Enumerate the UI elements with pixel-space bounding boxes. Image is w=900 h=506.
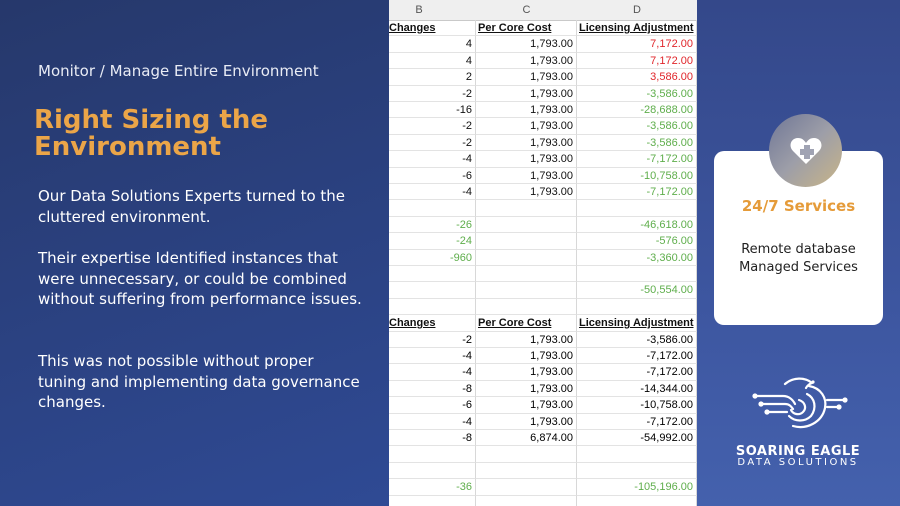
cell-licensing-adjustment — [577, 266, 697, 282]
cell-licensing-adjustment: -7,172.00 — [577, 364, 697, 380]
cell-licensing-adjustment: -7,172.00 — [577, 184, 697, 200]
cell-changes — [389, 446, 476, 462]
cell-licensing-adjustment — [577, 496, 697, 506]
cell-licensing-adjustment: -7,172.00 — [577, 348, 697, 364]
cell-per-core-cost — [476, 250, 577, 266]
cell-changes: -16 — [389, 102, 476, 118]
cell-licensing-adjustment: -50,554.00 — [577, 282, 697, 298]
cell-per-core-cost — [476, 299, 577, 315]
table-row — [389, 397, 697, 413]
brand-name: SOARING EAGLE — [735, 444, 861, 459]
table-row — [389, 168, 697, 184]
table-row — [389, 36, 697, 52]
empty-row — [389, 299, 697, 315]
cell-licensing-adjustment — [577, 446, 697, 462]
cell-licensing-adjustment: -46,618.00 — [577, 217, 697, 233]
cell-changes — [389, 266, 476, 282]
cell-changes — [389, 496, 476, 506]
column-letter-d: D — [633, 4, 641, 16]
cell-changes: -26 — [389, 217, 476, 233]
cell-changes: -6 — [389, 168, 476, 184]
empty-row — [389, 496, 697, 506]
cell-per-core-cost — [476, 496, 577, 506]
cell-licensing-adjustment — [577, 200, 697, 216]
cell-changes: -960 — [389, 250, 476, 266]
table-row — [389, 414, 697, 430]
table-row — [389, 430, 697, 446]
total-row — [389, 282, 697, 298]
cell-per-core-cost — [476, 266, 577, 282]
cell-changes: 4 — [389, 36, 476, 52]
table-row — [389, 69, 697, 85]
cell-changes: -8 — [389, 381, 476, 397]
table-row — [389, 53, 697, 69]
cell-licensing-adjustment — [577, 299, 697, 315]
cell-per-core-cost: 1,793.00 — [476, 397, 577, 413]
cell-changes: -2 — [389, 118, 476, 134]
table-header-row — [389, 315, 697, 331]
table-row — [389, 332, 697, 348]
table-row — [389, 135, 697, 151]
cell-licensing-adjustment: Licensing Adjustment — [577, 315, 697, 331]
cell-changes: 4 — [389, 53, 476, 69]
cell-changes — [389, 200, 476, 216]
cell-changes: -4 — [389, 184, 476, 200]
table-row — [389, 86, 697, 102]
cell-changes: -36 — [389, 479, 476, 495]
cell-per-core-cost: 1,793.00 — [476, 102, 577, 118]
cell-changes: -4 — [389, 414, 476, 430]
cell-changes — [389, 463, 476, 479]
cell-changes: -2 — [389, 135, 476, 151]
cell-per-core-cost: 1,793.00 — [476, 332, 577, 348]
table-row — [389, 348, 697, 364]
cell-changes: -2 — [389, 332, 476, 348]
cell-per-core-cost — [476, 463, 577, 479]
card-title: 24/7 Services — [741, 197, 856, 215]
column-header-bar — [389, 0, 697, 21]
slide-heading: Right Sizing the Environment — [34, 105, 268, 162]
column-letter-b: B — [415, 4, 423, 16]
subtotal-row — [389, 233, 697, 249]
table-row — [389, 102, 697, 118]
cell-per-core-cost: 1,793.00 — [476, 53, 577, 69]
cell-per-core-cost — [476, 233, 577, 249]
cell-per-core-cost: 1,793.00 — [476, 414, 577, 430]
table-row — [389, 381, 697, 397]
cell-changes: Changes — [389, 20, 476, 36]
cell-per-core-cost — [476, 282, 577, 298]
table-header-row — [389, 20, 697, 36]
cell-changes: Changes — [389, 315, 476, 331]
cell-licensing-adjustment: 7,172.00 — [577, 36, 697, 52]
cell-per-core-cost — [476, 446, 577, 462]
cell-licensing-adjustment: -7,172.00 — [577, 151, 697, 167]
cell-licensing-adjustment: -10,758.00 — [577, 168, 697, 184]
empty-row — [389, 463, 697, 479]
cell-per-core-cost: 1,793.00 — [476, 184, 577, 200]
slide-subtitle: Monitor / Manage Entire Environment — [38, 62, 319, 80]
cell-per-core-cost: 1,793.00 — [476, 69, 577, 85]
cell-changes: -6 — [389, 397, 476, 413]
cell-per-core-cost: 1,793.00 — [476, 168, 577, 184]
cell-per-core-cost: 1,793.00 — [476, 364, 577, 380]
cell-licensing-adjustment: -3,586.00 — [577, 118, 697, 134]
cell-licensing-adjustment: -14,344.00 — [577, 381, 697, 397]
cell-licensing-adjustment: -28,688.00 — [577, 102, 697, 118]
cell-per-core-cost: 6,874.00 — [476, 430, 577, 446]
cell-licensing-adjustment: 3,586.00 — [577, 69, 697, 85]
cell-licensing-adjustment: -576.00 — [577, 233, 697, 249]
cell-changes — [389, 299, 476, 315]
brand-tagline: DATA SOLUTIONS — [737, 457, 859, 468]
cell-licensing-adjustment: -105,196.00 — [577, 479, 697, 495]
spreadsheet-screenshot — [389, 0, 697, 506]
paragraph-3: This was not possible without proper tuning and implementing data governance changes. — [38, 352, 360, 412]
cell-licensing-adjustment: -10,758.00 — [577, 397, 697, 413]
cell-licensing-adjustment: -3,586.00 — [577, 135, 697, 151]
cell-per-core-cost: 1,793.00 — [476, 348, 577, 364]
cell-per-core-cost — [476, 217, 577, 233]
paragraph-2: Their expertise Identified instances that were unnecessary, or could be combined without suffering from performance issues. — [38, 249, 362, 309]
table-row — [389, 184, 697, 200]
paragraph-1: Our Data Solutions Experts turned to the cluttered environment. — [38, 187, 346, 226]
cell-changes: 2 — [389, 69, 476, 85]
cell-licensing-adjustment: -3,360.00 — [577, 250, 697, 266]
table-row — [389, 151, 697, 167]
heart-plus-icon — [789, 136, 823, 166]
cell-changes: -4 — [389, 151, 476, 167]
cell-per-core-cost: 1,793.00 — [476, 36, 577, 52]
cell-per-core-cost: 1,793.00 — [476, 118, 577, 134]
cell-licensing-adjustment: -3,586.00 — [577, 86, 697, 102]
cell-licensing-adjustment: -7,172.00 — [577, 414, 697, 430]
table-row — [389, 118, 697, 134]
empty-row — [389, 446, 697, 462]
table-row — [389, 364, 697, 380]
cell-per-core-cost: 1,793.00 — [476, 86, 577, 102]
subtotal-row — [389, 217, 697, 233]
cell-licensing-adjustment: -3,586.00 — [577, 332, 697, 348]
card-text: Remote database Managed Services — [739, 242, 858, 275]
empty-row — [389, 200, 697, 216]
cell-licensing-adjustment: 7,172.00 — [577, 53, 697, 69]
cell-licensing-adjustment: Licensing Adjustment — [577, 20, 697, 36]
cell-licensing-adjustment — [577, 463, 697, 479]
cell-per-core-cost — [476, 479, 577, 495]
cell-per-core-cost: 1,793.00 — [476, 381, 577, 397]
cell-changes: -4 — [389, 348, 476, 364]
services-badge — [769, 114, 842, 187]
subtotal-row — [389, 250, 697, 266]
cell-changes: -2 — [389, 86, 476, 102]
cell-changes: -24 — [389, 233, 476, 249]
cell-per-core-cost: 1,793.00 — [476, 135, 577, 151]
cell-per-core-cost: Per Core Cost — [476, 315, 577, 331]
cell-changes: -4 — [389, 364, 476, 380]
eagle-logo-icon — [749, 374, 849, 440]
empty-row — [389, 266, 697, 282]
cell-changes — [389, 282, 476, 298]
cell-changes: -8 — [389, 430, 476, 446]
column-letter-c: C — [522, 4, 531, 16]
total-row — [389, 479, 697, 495]
cell-per-core-cost: Per Core Cost — [476, 20, 577, 36]
cell-per-core-cost: 1,793.00 — [476, 151, 577, 167]
cell-licensing-adjustment: -54,992.00 — [577, 430, 697, 446]
cell-per-core-cost — [476, 200, 577, 216]
